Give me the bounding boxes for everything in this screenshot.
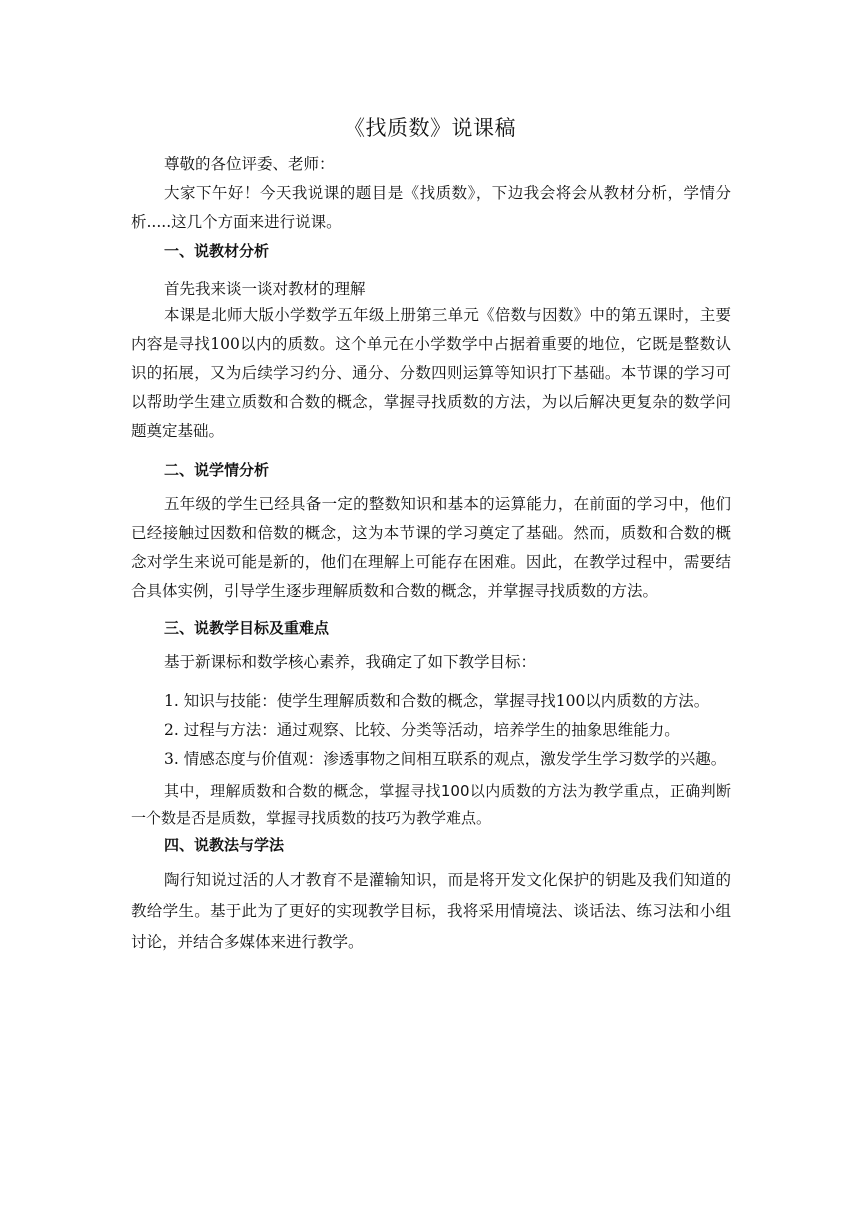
section-textbook-analysis <box>131 239 731 446</box>
section-heading: 三、说教学目标及重难点 <box>164 619 330 637</box>
section-paragraph: 首先我来谈一谈对教材的理解 <box>164 280 366 298</box>
section-teaching-methods <box>131 833 731 958</box>
salutation: 尊敬的各位评委、老师： <box>164 155 335 173</box>
section-paragraph: 陶行知说过活的人才教育不是灌输知识，而是将开发文化保护的钥匙及我们知道的教给学生。基于此为了更好的实现教学目标，我将采用情境法、谈话法、练习法和小组讨论，并结合多媒体来进行教学。 <box>131 871 731 951</box>
section-heading: 四、说教法与学法 <box>164 836 285 854</box>
section-teaching-goals <box>131 616 731 832</box>
section-paragraph: 五年级的学生已经具备一定的整数知识和基本的运算能力，在前面的学习中，他们已经接触过因数和倍数的概念，这为本节课的学习奠定了基础。然而，质数和合数的概念对学生来说可能是新的，他们在理解上可能存在困难。因此，在教学过程中，需要结合具体实例，引导学生逐步理解质数和合数的概念，并掌握寻找质数的方法。 <box>131 495 731 600</box>
intro-paragraph: 大家下午好！今天我说课的题目是《找质数》，下边我会将会从教材分析，学情分析.....这几个方面来进行说课。 <box>131 184 731 231</box>
section-paragraph: 基于新课标和数学核心素养，我确定了如下教学目标： <box>164 653 537 671</box>
section-paragraph: 本课是北师大版小学数学五年级上册第三单元《倍数与因数》中的第五课时，主要内容是寻找100以内的质数。这个单元在小学数学中占据着重要的地位，它既是整数认识的拓展，又为后续学习约分、通分、分数四则运算等知识打下基础。本节课的学习可以帮助学生建立质数和合数的概念，掌握寻找质数的方法，为以后解决更复杂的数学问题奠定基础。 <box>131 306 731 440</box>
goal-item: 3. 情感态度与价值观：渗透事物之间相互联系的观点，激发学生学习数学的兴趣。 <box>164 750 727 768</box>
section-heading: 一、说教材分析 <box>164 242 270 260</box>
section-student-analysis <box>131 458 731 606</box>
goal-item: 2. 过程与方法：通过观察、比较、分类等活动，培养学生的抽象思维能力。 <box>164 721 680 739</box>
key-points-paragraph: 其中，理解质数和合数的概念，掌握寻找100以内质数的方法为教学重点，正确判断一个数是否是质数，掌握寻找质数的技巧为教学难点。 <box>131 782 731 827</box>
goal-item: 1. 知识与技能：使学生理解质数和合数的概念，掌握寻找100以内质数的方法。 <box>164 692 710 710</box>
document-title: 《找质数》说课稿 <box>344 116 516 140</box>
document-body <box>131 152 731 958</box>
section-heading: 二、说学情分析 <box>164 461 270 479</box>
